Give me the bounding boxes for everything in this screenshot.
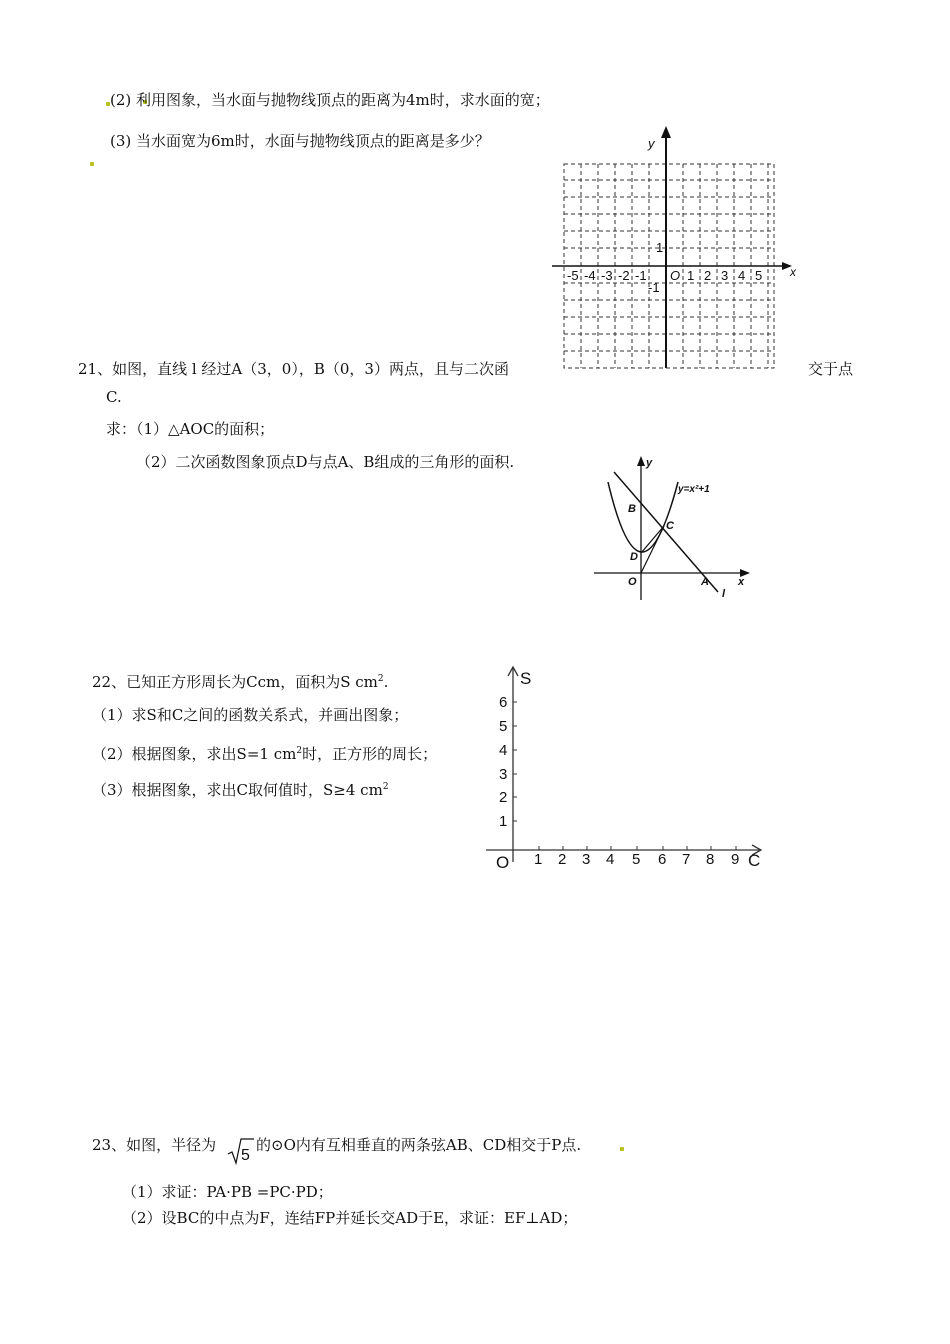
x-tick-label: 4 — [738, 268, 746, 283]
x-tick-label: 2 — [558, 851, 567, 868]
q20-part2: (2) 利用图象，当水面与抛物线顶点的距离为4m时，求水面的宽； — [110, 91, 550, 109]
y-tick-label: 6 — [499, 694, 508, 711]
q21-stem: 21、如图，直线 l 经过A（3，0），B（0，3）两点，且与二次函 — [78, 360, 509, 378]
x-tick-label: 4 — [606, 851, 615, 868]
s-c-axes-figure — [482, 662, 772, 877]
coordinate-grid-figure — [548, 122, 808, 372]
q23-stem-b: 的⊙O内有互相垂直的两条弦AB、CD相交于P点. — [256, 1136, 582, 1154]
q22-stem-text: 22、已知正方形周长为Ccm，面积为S cm — [92, 673, 378, 691]
x-tick-label: 3 — [582, 851, 591, 868]
q22-stem-sup: 2 — [377, 674, 384, 684]
q21-stem-end: 交于点 — [808, 360, 854, 378]
point-d-label: D — [630, 551, 638, 563]
x-axis-label: x — [790, 265, 796, 279]
origin-label: O — [496, 853, 510, 872]
point-b-label: B — [628, 503, 636, 515]
x-tick-label: 1 — [687, 268, 695, 283]
x-tick-label: -3 — [601, 268, 613, 283]
x-tick-label: -5 — [567, 268, 579, 283]
q22-part2-a: （2）根据图象，求出S=1 cm — [92, 745, 297, 763]
marker-dot — [620, 1147, 624, 1151]
y-tick-label: 4 — [499, 742, 508, 759]
parabola-curve — [608, 482, 678, 552]
y-tick-label: 1 — [499, 813, 508, 830]
point-c-label: C — [666, 520, 674, 532]
y-tick-label: 1 — [656, 240, 664, 255]
point-a-label: A — [701, 576, 709, 588]
q22-part3-sup: 2 — [382, 782, 389, 792]
sqrt-symbol — [226, 1136, 256, 1166]
y-ticks — [499, 694, 507, 830]
q22-part1: （1）求S和C之间的函数关系式，并画出图象； — [92, 706, 409, 724]
x-tick-label: 6 — [658, 851, 667, 868]
q22-part3 — [92, 777, 389, 800]
q22-part2 — [92, 741, 437, 764]
q23-stem-a: 23、如图，半径为 — [92, 1136, 217, 1154]
x-axis-label: x — [738, 576, 745, 588]
y-axis-label: y — [648, 136, 655, 151]
x-tick-label: 9 — [731, 851, 740, 868]
x-tick-label: 8 — [706, 851, 715, 868]
q20-part3: (3) 当水面宽为6m时，水面与抛物线顶点的距离是多少？ — [110, 132, 490, 150]
y-axis-label: S — [520, 669, 532, 688]
q21-part1: 求：（1）△AOC的面积； — [106, 420, 275, 438]
x-tick-label: -4 — [584, 268, 596, 283]
origin-label: O — [628, 576, 637, 588]
curve-label: y=x²+1 — [678, 484, 710, 495]
y-axis-arrow — [637, 456, 645, 466]
x-tick-label: 2 — [704, 268, 712, 283]
x-ticks — [534, 851, 739, 868]
x-tick-label: -1 — [635, 268, 647, 283]
y-tick-label: 2 — [499, 789, 508, 806]
x-tick-label: -2 — [618, 268, 630, 283]
q22-stem — [92, 669, 388, 692]
marker-dot — [90, 162, 94, 166]
x-tick-labels — [567, 268, 762, 283]
line-l-label: l — [722, 588, 726, 600]
q23-part2: （2）设BC的中点为F，连结FP并延长交AD于E，求证：EF⊥AD； — [122, 1209, 578, 1227]
x-axis-label: C — [748, 851, 761, 870]
q22-part2-b: 时，正方形的周长； — [302, 745, 438, 763]
x-tick-label: 7 — [682, 851, 691, 868]
q22-part2-sup: 2 — [296, 746, 303, 756]
q21-part2: （2）二次函数图象顶点D与点A、B组成的三角形的面积. — [136, 453, 515, 471]
q21-stem-c: C. — [106, 388, 122, 406]
y-tick-label: 5 — [499, 718, 508, 735]
y-axis-arrow — [661, 126, 671, 138]
q22-part3-a: （3）根据图象，求出C取何值时，S≥4 cm — [92, 781, 383, 799]
y-tick-label: -1 — [648, 280, 660, 295]
x-tick-label: 1 — [534, 851, 543, 868]
q23-part1: （1）求证：PA·PB =PC·PD； — [122, 1183, 333, 1201]
x-tick-label: 5 — [632, 851, 641, 868]
sqrt-radicand: 5 — [241, 1147, 250, 1164]
y-axis-label: y — [646, 457, 653, 469]
x-tick-label: 3 — [721, 268, 729, 283]
x-tick-label: 5 — [755, 268, 763, 283]
q22-stem-end: . — [383, 673, 389, 691]
parabola-figure — [590, 452, 760, 602]
origin-label: O — [670, 268, 681, 283]
y-tick-label: 3 — [499, 766, 508, 783]
